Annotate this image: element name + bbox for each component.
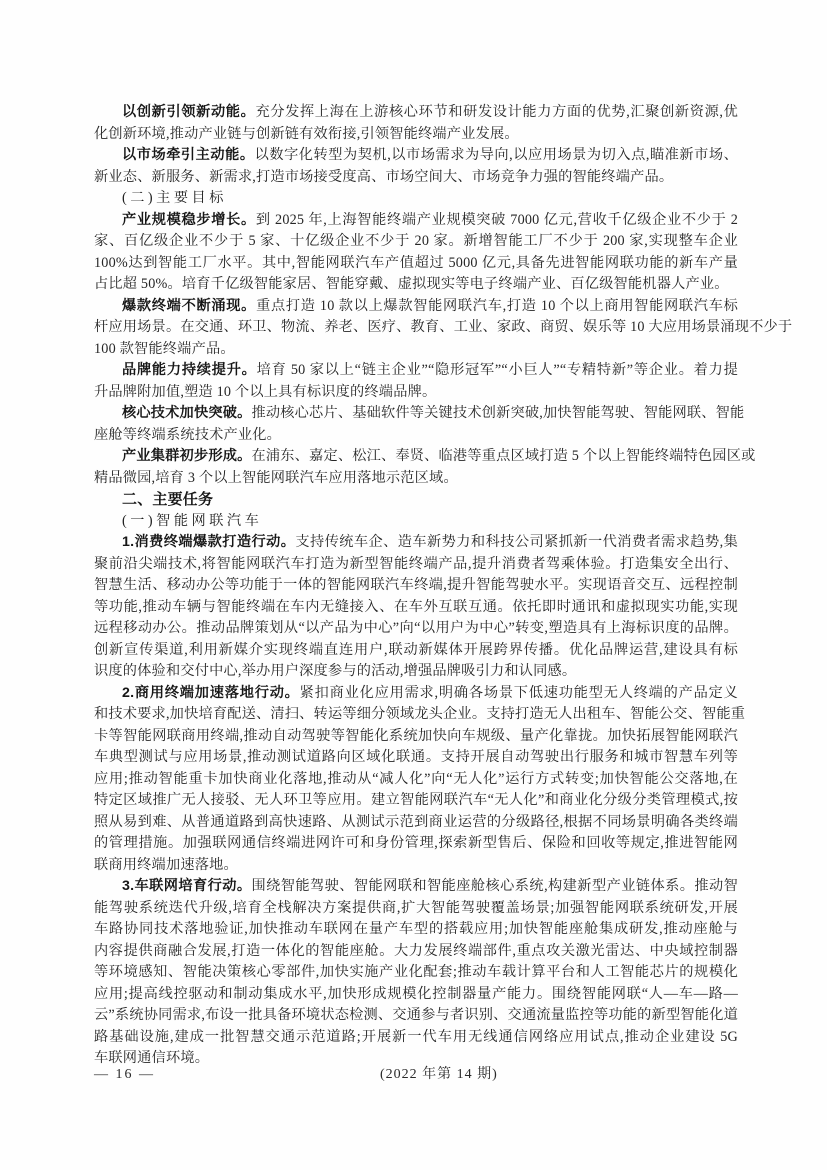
text-line: 能驾驶系统迭代升级,培育全栈解决方案提供商,扩大智能驾驶覆盖场景;加强智能网联系统研发,开展 <box>94 899 738 916</box>
paragraph-lead: 核心技术加快突破。 <box>122 405 252 421</box>
text-line: 以市场牵引主动能。以数字化转型为契机,以市场需求为导向,以应用场景为切入点,瞄准新市场、 <box>122 147 738 163</box>
text-line: 应用;推动智能重卡加快商业化落地,推动从“减人化”向“无人化”运行方式转变;加快智能公交落地,在 <box>94 770 738 787</box>
text-line: 特定区域推广无人接驳、无人环卫等应用。建立智能网联汽车“无人化”和商业化分级分类管理模式,按 <box>94 792 738 808</box>
paragraph-lead: 爆款终端不断涌现。 <box>122 297 257 314</box>
text-line: 的管理措施。加强联网通信终端进网许可和身份管理,探索新型售后、保险和回收等规定,推进智能网 <box>94 835 738 851</box>
text-line: 车典型测试与应用场景,推动测试道路向区域化联通。支持开展自动驾驶出行服务和城市智慧车列等 <box>94 749 738 765</box>
text-line: 应用;提高线控驱动和制动集成水平,加快形成规模化控制器量产能力。围绕智能网联“人—车—路— <box>94 985 738 1002</box>
text-line: 家、百亿级企业不少于 5 家、十亿级企业不少于 20 家。新增智能工厂不少于 200 家,实现整车企业 <box>94 233 738 249</box>
text-line: 远程移动办公。推动品牌策划从“以产品为中心”向“以用户为中心”转变,塑造具有上海标识度的品牌。 <box>94 620 738 636</box>
text-line: 产业集群初步形成。在浦东、嘉定、松江、奉贤、临港等重点区域打造 5 个以上智能终端特色园区或 <box>122 448 756 464</box>
text-block <box>94 102 793 1070</box>
text-line: 路基础设施,建成一批智慧交通示范道路;开展新一代车用无线通信网络应用试点,推动企业建设 5G <box>94 1028 738 1045</box>
text-line: 创新宣传渠道,利用新媒介实现终端直连用户,联动新媒体开展跨界传播。优化品牌运营,建设具有标 <box>94 641 738 658</box>
text-line: 座舱等终端系统技术产业化。 <box>94 426 282 443</box>
text-line: 照从易到难、从普通道路到高快速路、从测试示范到商业运营的分级路径,根据不同场景明确各类终端 <box>94 813 738 830</box>
text-line: 100%达到智能工厂水平。其中,智能网联汽车产值超过 5000 亿元,具备先进智能网联功能的新车产量 <box>94 254 738 271</box>
text-line: 爆款终端不断涌现。重点打造 10 款以上爆款智能网联汽车,打造 10 个以上商用智能网联汽车标 <box>122 297 738 314</box>
text-line: 联商用终端加速落地。 <box>94 856 238 873</box>
text-line: 占比超 50%。培育千亿级智能家居、智能穿戴、虚拟现实等电子终端产业、百亿级智能机器人产业。 <box>94 276 729 292</box>
text-line: 卡等智能网联商用终端,推动自动驾驶等智能化系统加快向车规级、量产化靠拢。加快拓展智能网联汽 <box>94 727 738 744</box>
text-line: 核心技术加快突破。推动核心芯片、基础软件等关键技术创新突破,加快智能驾驶、智能网联、智能 <box>122 405 745 421</box>
text-line: 云”系统协同需求,布设一批具备环境状态检测、交通参与者识别、交通流量监控等功能的新型智能化道 <box>94 1007 738 1023</box>
paragraph-lead: 3.车联网培育行动。 <box>122 878 252 894</box>
paragraph-lead: 1.消费终端爆款打造行动。 <box>122 534 296 550</box>
text-line: 车路协同技术落地验证,加快推动车联网在量产车型的搭载应用;加快智能座舱集成研发,推动座舱与 <box>94 921 738 937</box>
text-line: 升品牌附加值,塑造 10 个以上具有标识度的终端品牌。 <box>94 383 437 400</box>
paragraph-lead: 品牌能力持续提升。 <box>122 362 257 378</box>
text-line: 等环境感知、智能决策核心零部件,加快实施产业化配套;推动车载计算平台和人工智能芯片的规模化 <box>94 964 738 980</box>
text-line: 二、主要任务 <box>122 491 214 508</box>
text-line: 品牌能力持续提升。培育 50 家以上“链主企业”“隐形冠军”“小巨人”“专精特新”等企业。着力提 <box>122 362 738 378</box>
text-line: 100 款智能终端产品。 <box>94 340 235 357</box>
page-number: — 16 — <box>94 1067 155 1082</box>
text-line: 聚前沿尖端技术,将智能网联汽车打造为新型智能终端产品,提升消费者驾乘体验。打造集安全出行、 <box>94 555 738 572</box>
text-line: 2.商用终端加速落地行动。紧扣商业化应用需求,明确各场景下低速功能型无人终端的产品定义 <box>122 684 738 701</box>
paragraph-lead: 2.商用终端加速落地行动。 <box>122 684 300 701</box>
paragraph-lead: 产业集群初步形成。 <box>122 448 252 464</box>
paragraph-lead: 产业规模稳步增长。 <box>122 211 256 228</box>
text-line: 以创新引领新动能。充分发挥上海在上游核心环节和研发设计能力方面的优势,汇聚创新资源,优 <box>122 104 738 120</box>
text-line: 产业规模稳步增长。到 2025 年,上海智能终端产业规模突破 7000 亿元,营收千亿级企业不少于 2 <box>122 211 738 228</box>
page-footer <box>94 1064 738 1086</box>
text-line: 识度的体验和交付中心,举办用户深度参与的活动,增强品牌吸引力和认同感。 <box>94 663 577 679</box>
text-line: 精品微园,培育 3 个以上智能网联汽车应用落地示范区域。 <box>94 469 458 486</box>
text-line: (一)智能网联汽车 <box>122 512 263 529</box>
text-line: 3.车联网培育行动。围绕智能驾驶、智能网联和智能座舱核心系统,构建新型产业链体系。推动智 <box>122 878 738 894</box>
text-line: 化创新环境,推动产业链与创新链有效衔接,引领智能终端产业发展。 <box>94 125 519 142</box>
text-line: 新业态、新服务、新需求,打造市场接受度高、市场空间大、市场竞争力强的智能终端产品。 <box>94 168 674 185</box>
text-line: 和技术要求,加快培育配送、清扫、转运等细分领域龙头企业。支持打造无人出租车、智能公交、智能重 <box>94 706 746 722</box>
paragraph-lead: 以创新引领新动能。 <box>122 104 256 120</box>
issue-label: (2022 年第 14 期) <box>380 1067 498 1082</box>
text-line: 智慧生活、移动办公等功能于一体的智能网联汽车终端,提升智能驾驶水平。实现语音交互、远程控制 <box>94 577 738 593</box>
text-line: 内容提供商融合发展,打造一体化的智能座舱。大力发展终端部件,重点攻关激光雷达、中央域控制器 <box>94 942 738 959</box>
text-line: 杆应用场景。在交通、环卫、物流、养老、医疗、教育、工业、家政、商贸、娱乐等 10 大应用场景涌现不少于 <box>94 319 793 335</box>
text-line: (二)主要目标 <box>122 190 227 206</box>
text-line: 1.消费终端爆款打造行动。支持传统车企、造车新势力和科技公司紧抓新一代消费者需求趋势,集 <box>122 534 738 550</box>
paragraph-lead: 以市场牵引主动能。 <box>122 147 255 163</box>
text-line: 车联网通信环境。 <box>94 1050 210 1066</box>
text-line: 等功能,推动车辆与智能终端在车内无缝接入、在车外互联互通。依托即时通讯和虚拟现实功能,实现 <box>94 598 738 615</box>
